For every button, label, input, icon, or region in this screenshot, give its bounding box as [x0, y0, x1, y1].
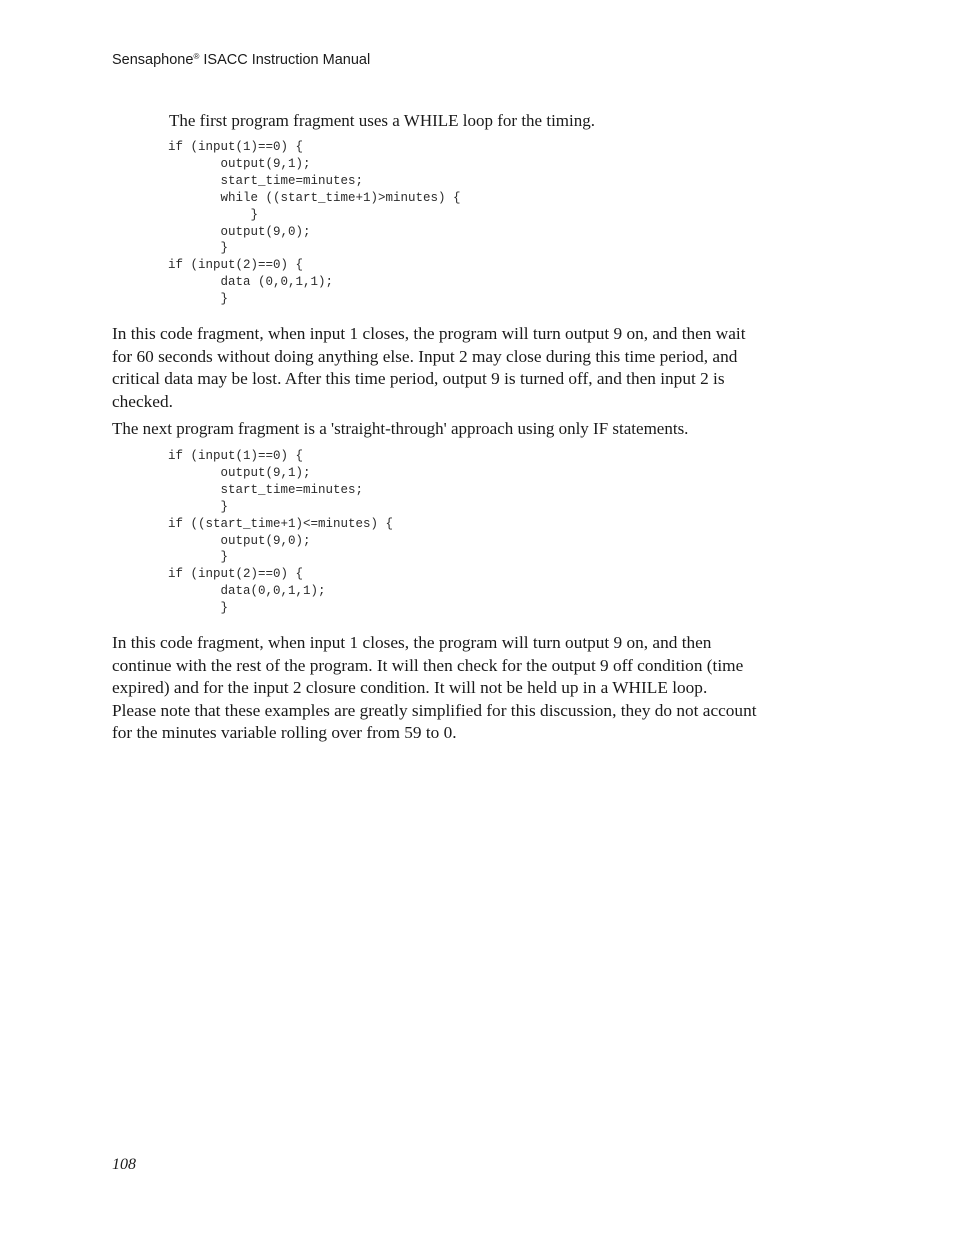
paragraph-while-explanation [112, 323, 812, 413]
header-brand: Sensaphone [112, 52, 194, 68]
paragraph-line: for the minutes variable rolling over from 59 to 0. [112, 723, 457, 742]
paragraph-line: for 60 seconds without doing anything else. Input 2 may close during this time period, and [112, 346, 738, 366]
paragraph-line: In this code fragment, when input 1 closes, the program will turn output 9 on, and then wait [112, 324, 746, 343]
paragraph-if-explanation [112, 632, 812, 745]
header-title: ISACC Instruction Manual [199, 52, 371, 68]
code-block-while-loop: if (input(1)==0) { output(9,1); start_time=minutes; while ((start_time+1)>minutes) { } output(9,0); } if (input(2)==0) { data (0,0,1,1); } [168, 140, 461, 307]
page-number: 108 [112, 1156, 136, 1173]
registered-mark: ® [193, 52, 200, 61]
paragraph-line: checked. [112, 391, 173, 411]
paragraph-line: Please note that these examples are greatly simplified for this discussion, they do not account [112, 700, 757, 720]
paragraph-line: In this code fragment, when input 1 closes, the program will turn output 9 on, and then [112, 633, 712, 652]
intro-second-fragment: The next program fragment is a 'straight-through' approach using only IF statements. [112, 419, 689, 438]
paragraph-line: continue with the rest of the program. It will then check for the output 9 off condition (time [112, 655, 744, 675]
intro-first-fragment: The first program fragment uses a WHILE loop for the timing. [169, 111, 595, 130]
running-header [112, 52, 370, 68]
code-block-if-statements: if (input(1)==0) { output(9,1); start_time=minutes; } if ((start_time+1)<=minutes) { output(9,0); } if (input(2)==0) { data(0,0,1,1); } [168, 449, 394, 616]
paragraph-line: critical data may be lost. After this time period, output 9 is turned off, and then input 2 is [112, 369, 725, 388]
paragraph-line: expired) and for the input 2 closure condition. It will not be held up in a WHILE loop. [112, 678, 708, 697]
